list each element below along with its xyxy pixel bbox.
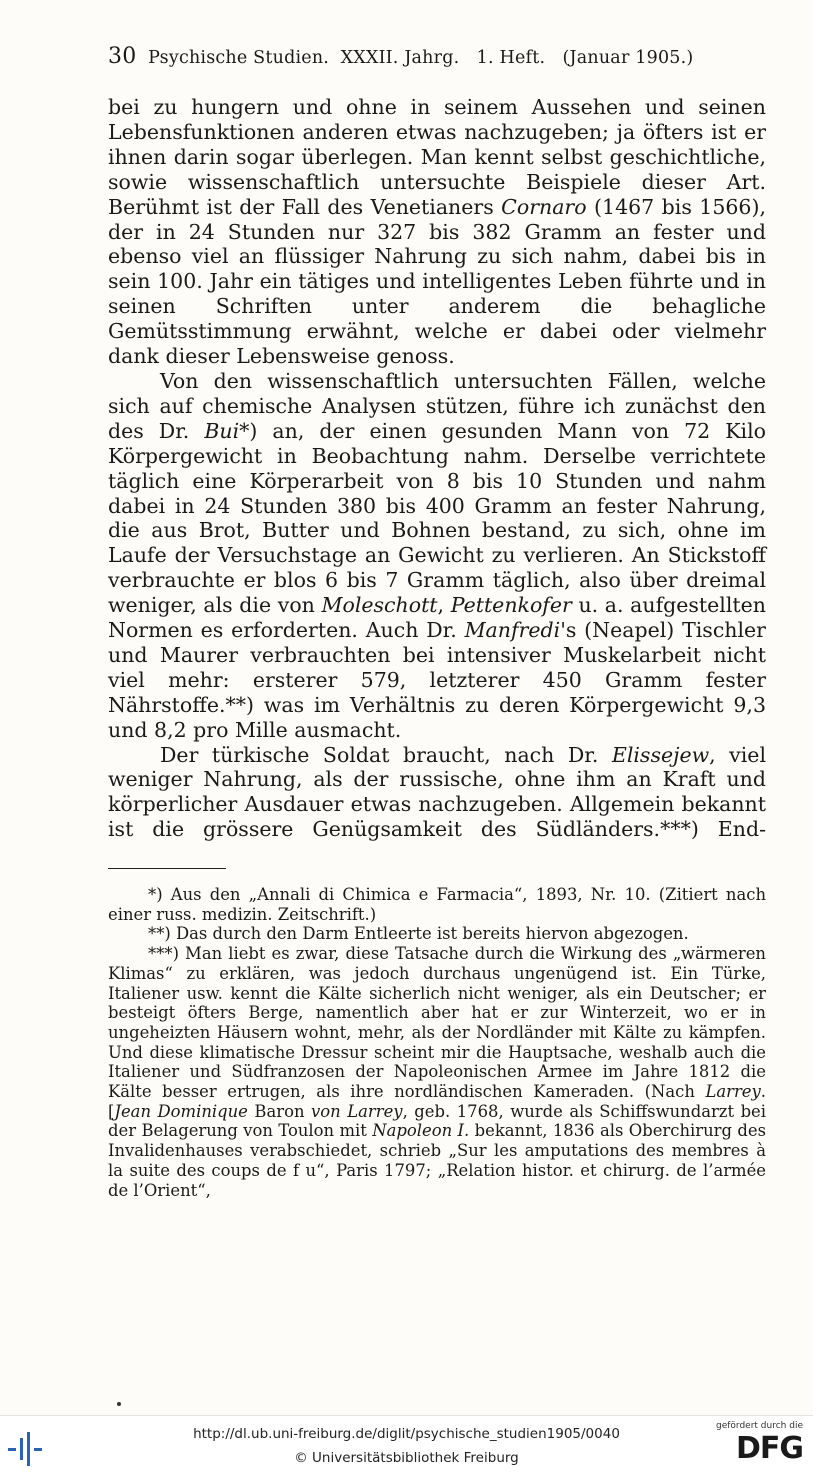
viewer-footer <box>0 1415 813 1474</box>
text-run: ***) Man liebt es zwar, diese Tatsache durch die Wirkung des „wärmeren Klimas“ zu erklären, was jedoch durchaus ungenügend ist. Ein Türke, Italiener usw. kennt die Kälte sicherlich nicht weniger, als ein Deutscher; er besteigt öfters Berge, namentlich aber hat er zur Winterzeit, wo er in ungeheizten Häusern wohnt, mehr, als der Nordländer mit Kälte zu kämpfen. Und diese klimatische Dressur scheint mir die Hauptsache, weshalb auch die Italiener und Südfranzosen der Napoleonischen Armee im Jahre 1812 die Kälte besser ertrugen, als ihre nordländischen Kameraden. (Nach <box>108 944 766 1102</box>
name-napoleon: Napoleon I. <box>372 1121 470 1141</box>
text-run: , <box>437 593 451 618</box>
name-elissejew: Elissejew <box>611 742 710 767</box>
permalink[interactable]: http://dl.ub.uni-freiburg.de/diglit/psychische_studien1905/0040 <box>193 1426 620 1442</box>
text-run: *) an, der einen gesunden Mann von 72 Kilo Körpergewicht in Beobachtung nahm. Derselbe verrichtete täglich eine Körperarbeit von 8 bis 10 Stunden und nahm dabei in 24 Stunden 380 bis 400 Gramm an fester Nahrung, die aus Brot, Butter und Bohnen bestand, zu sich, ohne im Laufe der Versuchstage an Gewicht zu verlieren. An Stickstoff verbrauchte er blos 6 bis 7 Gramm täglich, also über dreimal weniger, als die von <box>108 418 766 618</box>
dfg-funding-note: gefördert durch die <box>716 1421 803 1431</box>
footnote-1: *) Aus den „Annali di Chimica e Farmacia“, 1893, Nr. 10. (Zitiert nach einer russ. medizin. Zeitschrift.) <box>108 885 766 924</box>
name-manfredi: Manfredi <box>464 618 561 643</box>
text-run: Baron <box>247 1101 312 1121</box>
name-larrey: Larrey <box>705 1082 761 1102</box>
running-title: Psychische Studien. XXXII. Jahrg. 1. Heft. (Januar 1905.) <box>148 48 694 68</box>
paragraph-2 <box>108 369 766 743</box>
text-run: (1467 bis 1566), der in 24 Stunden nur 327 bis 382 Gramm an fester und ebenso viel an flüssiger Nahrung zu sich nahm, dabei bis in sein 100. Jahr ein tätiges und intelligentes Leben führte und in seinen Schriften unter anderem die behagliche Gemütsstimmung erwähnt, welche er dabei oder vielmehr dank dieser Lebensweise genoss. <box>108 194 766 369</box>
footnote-2: **) Das durch den Darm Entleerte ist bereits hiervon abgezogen. <box>148 924 689 944</box>
text-run: bei zu hungern und ohne in seinem Aussehen und seinen Lebensfunktionen anderen etwas nachzugeben; ja öfters ist er ihnen darin sogar überlegen. Man kennt selbst geschichtliche, sowie wissenschaftlich untersuchte Beispiele dieser Art. Berühmt ist der Fall des Venetianers <box>108 95 766 219</box>
name-von-larrey: von Larrey <box>311 1101 403 1121</box>
running-header <box>108 44 768 69</box>
paragraph-1 <box>108 95 766 369</box>
text-run: bekannt, 1836 als Oberchirurg des Invalidenhauses verabschiedet, schrieb „Sur les amputations des membres à la suite des coups de f u“, Paris 1797; „Relation histor. et chirurg. de l’armée de l’Orient“, <box>108 1121 766 1200</box>
text-run: . [ <box>108 1082 766 1121</box>
copyright-notice: © Universitätsbibliothek Freiburg <box>294 1450 519 1466</box>
scan-speck <box>117 1402 121 1406</box>
paragraph-3 <box>108 743 766 843</box>
name-bui: Bui <box>204 418 240 443</box>
footnote-rule <box>108 868 226 869</box>
text-run: , viel weniger Nahrung, als der russische, ohne ihm an Kraft und körperlicher Ausdauer etwas nachzugeben. Allgemein bekannt ist die grössere Genügsamkeit des Südländers.***) End- <box>108 742 766 842</box>
text-run: 's (Neapel) Tischler und Maurer verbrauchten bei intensiver Muskelarbeit nicht viel mehr: ersterer 579, letzterer 450 Gramm fester Nährstoffe.**) was im Verhältnis zu deren Körpergewicht 9,3 und 8,2 pro Mille ausmacht. <box>108 618 766 742</box>
name-jean-dominique: Jean Dominique <box>114 1101 248 1121</box>
page-number: 30 <box>108 44 137 69</box>
main-text <box>108 95 766 842</box>
text-run: , geb. 1768, wurde als Schiffswundarzt bei der Belagerung von Toulon mit <box>108 1101 767 1141</box>
text-run: u. a. aufgestellten Normen es erforderten. Auch Dr. <box>108 593 766 643</box>
name-pettenkofer: Pettenkofer <box>450 593 572 618</box>
name-cornaro: Cornaro <box>501 194 587 219</box>
dfg-logo[interactable]: DFG <box>735 1431 803 1466</box>
name-moleschott: Moleschott <box>321 593 438 618</box>
footnotes <box>108 885 766 1200</box>
text-run: Von den wissenschaftlich untersuchten Fällen, welche sich auf chemische Analysen stützen, führe ich zunächst den des Dr. <box>108 368 766 443</box>
footnote-3 <box>108 944 766 1200</box>
text-run: Der türkische Soldat braucht, nach Dr. <box>160 742 612 767</box>
